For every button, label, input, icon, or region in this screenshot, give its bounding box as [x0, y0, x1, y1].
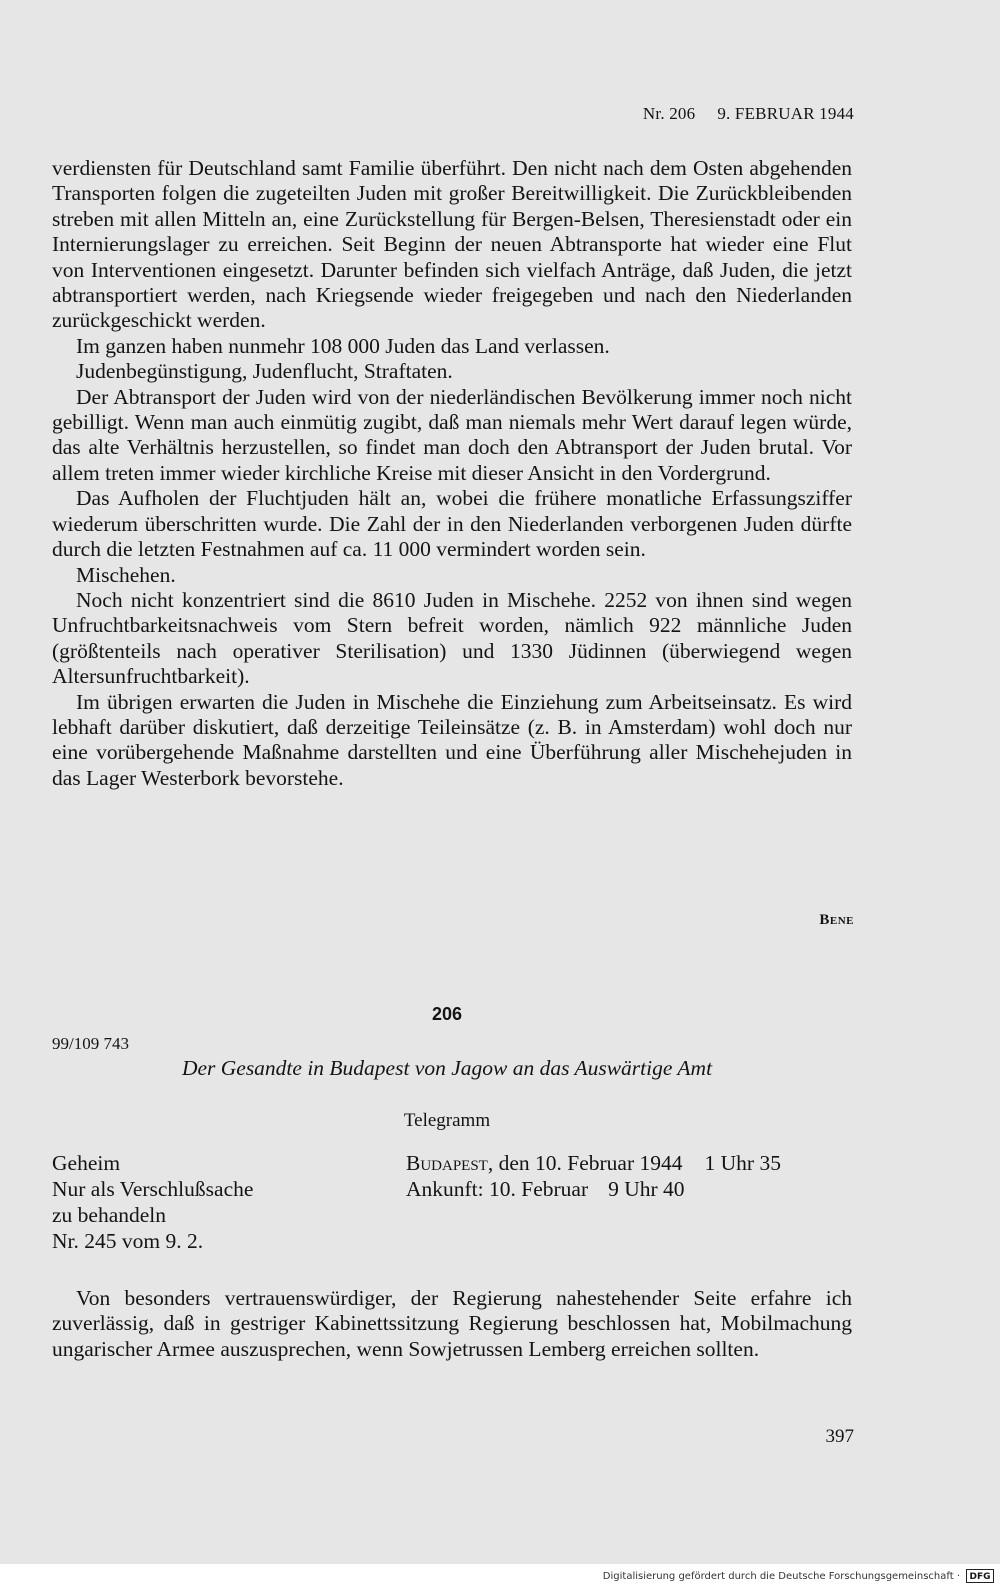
- document-type: Telegramm: [403, 1110, 491, 1131]
- telegram-body: [52, 1286, 852, 1362]
- classification-line: Geheim: [52, 1151, 121, 1175]
- sent-line: [406, 1150, 781, 1176]
- paragraph: Im ganzen haben nunmehr 108 000 Juden das Land verlassen.: [76, 333, 610, 358]
- classification-line: Nr. 245 vom 9. 2.: [52, 1229, 204, 1253]
- document-title: Der Gesandte in Budapest von Jagow an das Auswärtige Amt: [181, 1056, 713, 1080]
- classification-line: zu behandeln: [52, 1203, 167, 1227]
- page-number: 397: [825, 1426, 854, 1447]
- arrival-line: [406, 1176, 781, 1202]
- file-reference: 99/109 743: [52, 1034, 129, 1053]
- paragraph: Im übrigen erwarten die Juden in Mischehe die Einziehung zum Arbeitseinsatz. Es wird lebhaft darüber diskutiert, daß derzeitige Teileinsätze (z. B. in Amsterdam) wohl doch nur eine vorübergehende Maßnahme darstellten und eine Überführung aller Mischehejuden in das Lager Westerbork bevorstehe.: [52, 689, 852, 790]
- arrival-date: Ankunft: 10. Februar: [406, 1177, 589, 1201]
- paragraph: Noch nicht konzentriert sind die 8610 Juden in Mischehe. 2252 von ihnen sind wegen Unfruchtbarkeitsnachweis vom Stern befreit worden, nämlich 922 männliche Juden (größtenteils nach operativer Sterilisation) und 1330 Jüdinnen (überwiegend wegen Altersunfruchtbarkeit).: [52, 587, 852, 689]
- sent-time: 1 Uhr 35: [704, 1151, 781, 1175]
- transmission-block: [406, 1150, 781, 1202]
- arrival-time: 9 Uhr 40: [608, 1177, 685, 1201]
- origin-city: Budapest: [406, 1151, 488, 1175]
- classification-line: Nur als Verschlußsache: [52, 1177, 254, 1201]
- sent-date: , den 10. Februar 1944: [487, 1151, 683, 1175]
- digitization-footer: [0, 1564, 1000, 1586]
- paragraph: verdiensten für Deutschland samt Familie überführt. Den nicht nach dem Osten abgehenden Transporten folgen die zugeteilten Juden mit großer Bereitwilligkeit. Die Zurückbleibenden streben mit allen Mitteln an, eine Zurückstellung für Bergen-Belsen, Theresienstadt oder ein Internierungslager zu erreichen. Seit Beginn der neuen Abtransporte hat wieder eine Flut von Interventionen eingesetzt. Darunter befinden sich vielfach Anträge, daß Juden, die jetzt abtransportiert werden, nach Kriegsende wieder freigegeben und nach den Niederlanden zurückgeschickt werden.: [52, 156, 852, 333]
- header-date: 9. FEBRUAR 1944: [717, 104, 854, 123]
- report-body: [52, 156, 852, 791]
- paragraph: Das Aufholen der Fluchtjuden hält an, wobei die frühere monatliche Erfassungsziffer wiederum überschritten wurde. Die Zahl der in den Niederlanden verborgenen Juden dürfte durch die letzten Festnahmen auf ca. 11 000 vermindert worden sein.: [52, 486, 852, 562]
- section-heading: Mischehen.: [76, 562, 176, 587]
- running-header: [643, 104, 854, 124]
- paragraph: Von besonders vertrauenswürdiger, der Regierung nahestehender Seite erfahre ich zuverlässig, daß in gestriger Kabinettssitzung Regierung beschlossen hat, Mobilmachung ungarischer Armee auszusprechen, wenn Sowjetrussen Lemberg erreichen sollten.: [52, 1286, 852, 1361]
- classification-block: [52, 1150, 253, 1254]
- signature: Bene: [819, 912, 854, 928]
- section-heading: Judenbegünstigung, Judenflucht, Straftaten.: [76, 359, 453, 384]
- footer-credit: Digitalisierung gefördert durch die Deutsche Forschungsgemeinschaft ·: [602, 1571, 960, 1582]
- header-doc-number: Nr. 206: [642, 104, 696, 123]
- dfg-logo-icon: DFG: [966, 1569, 994, 1583]
- document-number: 206: [431, 1004, 463, 1024]
- paragraph: Der Abtransport der Juden wird von der niederländischen Bevölkerung immer noch nicht gebilligt. Wenn man auch einmütig zugibt, daß man niemals mehr Wert darauf legen würde, das alte Verhältnis herzustellen, so findet man doch den Abtransport der Juden brutal. Vor allem treten immer wieder kirchliche Kreise mit dieser Ansicht in den Vordergrund.: [52, 384, 852, 485]
